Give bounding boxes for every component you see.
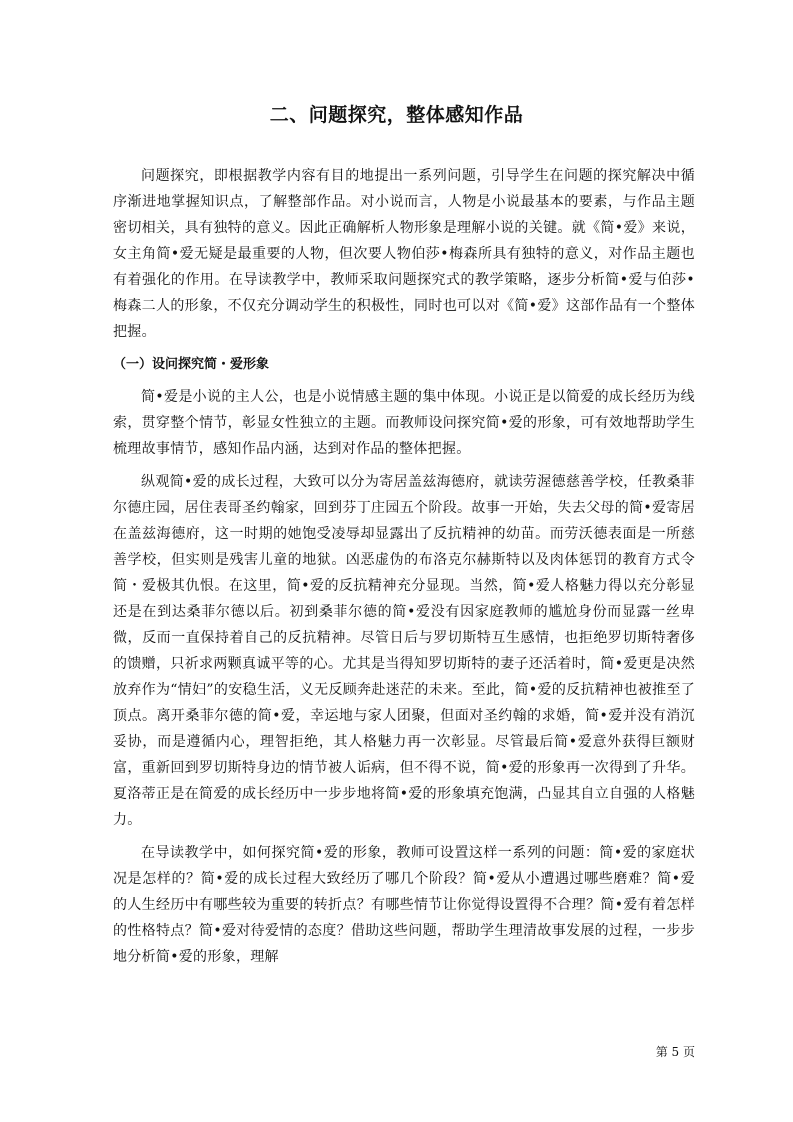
page-number: 第 5 页 bbox=[655, 1045, 695, 1059]
subsection-heading: （一）设问探究简・爱形象 bbox=[113, 357, 270, 372]
section-title: 二、问题探究，整体感知作品 bbox=[269, 104, 524, 126]
body-paragraph: 在导读教学中，如何探究简•爱的形象，教师可设置这样一系列的问题：简•爱的家庭状况是怎样的？简•爱的成长过程大致经历了哪几个阶段？简•爱从小遭遇过哪些磨难？简•爱的人生经历中有哪些较为重要的转折点？有哪些情节让你觉得设置得不合理？简•爱有着怎样的性格特点？简•爱对待爱情的态度？借助这些问题，帮助学生理清故事发展的过程，一步步地分析简•爱的形象，理解 bbox=[113, 845, 695, 965]
intro-paragraph: 问题探究，即根据教学内容有目的地提出一系列问题，引导学生在问题的探究解决中循序渐进地掌握知识点，了解整部作品。对小说而言，人物是小说最基本的要素，与作品主题密切相关，具有独特的意义。因此正确解析人物形象是理解小说的关键。就《简•爱》来说，女主角简•爱无疑是最重要的人物，但次要人物伯莎•梅森所具有独特的意义，对作品主题也有着强化的作用。在导读教学中，教师采取问题探究式的教学策略，逐步分析简•爱与伯莎•梅森二人的形象，不仅充分调动学生的积极性，同时也可以对《简•爱》这部作品有一个整体把握。 bbox=[113, 168, 695, 340]
document-body bbox=[113, 163, 695, 977]
body-paragraph: 简•爱是小说的主人公，也是小说情感主题的集中体现。小说正是以简爱的成长经历为线索，贯穿整个情节，彰显女性独立的主题。而教师设问探究简•爱的形象，可有效地帮助学生梳理故事情节，感知作品内涵，达到对作品的整体把握。 bbox=[113, 389, 695, 457]
body-paragraph: 纵观简•爱的成长过程，大致可以分为寄居盖兹海德府，就读劳渥德慈善学校，任教桑菲尔德庄园，居住表哥圣约翰家，回到芬丁庄园五个阶段。故事一开始，失去父母的简•爱寄居在盖兹海德府，这一时期的她饱受凌辱却显露出了反抗精神的幼苗。而劳沃德表面是一所慈善学校，但实则是残害儿童的地狱。凶恶虚伪的布洛克尔赫斯特以及肉体惩罚的教育方式令简・爱极其仇恨。在这里，简•爱的反抗精神充分显现。当然，简•爱人格魅力得以充分彰显还是在到达桑菲尔德以后。初到桑菲尔德的简•爱没有因家庭教师的尴尬身份而显露一丝卑微，反而一直保持着自己的反抗精神。尽管日后与罗切斯特互生感情，也拒绝罗切斯特奢侈的馈赠，只祈求两颗真诚平等的心。尤其是当得知罗切斯特的妻子还活着时，简•爱更是决然放弃作为“情妇”的安稳生活，义无反顾奔赴迷茫的未来。至此，简•爱的反抗精神也被推至了顶点。离开桑菲尔德的简•爱，幸运地与家人团聚，但面对圣约翰的求婚，简•爱并没有消沉妥协，而是遵循内心，理智拒绝，其人格魅力再一次彰显。尽管最后简•爱意外获得巨额财富，重新回到罗切斯特身边的情节被人诟病，但不得不说，简•爱的形象再一次得到了升华。夏洛蒂正是在简爱的成长经历中一步步地将简•爱的形象填充饱满，凸显其自立自强的人格魅力。 bbox=[113, 474, 695, 828]
